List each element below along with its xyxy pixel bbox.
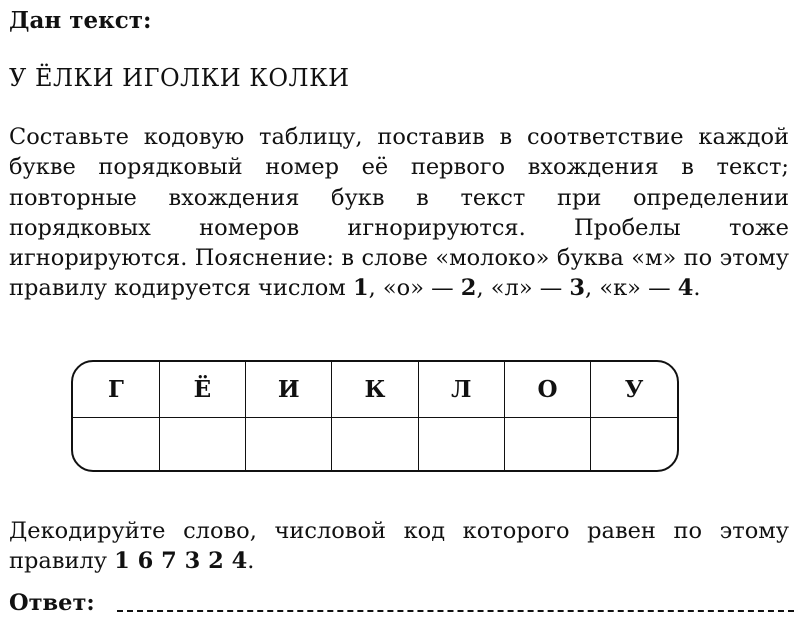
codes-row	[73, 418, 677, 473]
letter-cell: К	[332, 362, 418, 418]
code-cell[interactable]	[246, 418, 332, 473]
task-text-part: , «к» —	[585, 275, 678, 302]
code-number-k: 4	[677, 275, 694, 302]
code-number-l: 3	[569, 275, 586, 302]
intro-text: Дан текст:	[9, 7, 152, 34]
task-description	[9, 122, 789, 304]
decode-text: Декодируйте слово, числовой код которого равен по этому правилу	[9, 518, 789, 574]
letter-cell: О	[504, 362, 590, 418]
letter-cell: У	[591, 362, 677, 418]
letter-cell: Ё	[159, 362, 245, 418]
answer-field[interactable]	[117, 610, 794, 612]
decode-code: 1 6 7 3 2 4	[114, 548, 248, 574]
code-cell[interactable]	[504, 418, 590, 473]
letters-row	[73, 362, 677, 418]
letter-cell: Л	[418, 362, 504, 418]
letter-cell: И	[246, 362, 332, 418]
code-cell[interactable]	[73, 418, 159, 473]
code-cell[interactable]	[332, 418, 418, 473]
code-cell[interactable]	[591, 418, 677, 473]
letter-cell: Г	[73, 362, 159, 418]
decode-end: .	[247, 548, 255, 574]
task-text-part: .	[693, 275, 701, 302]
answer-area	[9, 588, 794, 618]
task-text-part: , «л» —	[476, 275, 570, 302]
code-cell[interactable]	[418, 418, 504, 473]
decode-instruction	[9, 516, 789, 576]
code-table	[71, 360, 679, 472]
code-number-m: 1	[352, 275, 369, 302]
answer-label: Ответ:	[9, 590, 95, 616]
task-text-part: Составьте кодовую таблицу, поставив в соответствие каждой букве порядковый номер её первого вхождения в текст; повторные вхождения букв в текст при определении порядковых номеров игнорируются. Пробелы тоже игнорируются. Пояснение: в слове «молоко» буква «м» по этому правилу кодируется числом	[9, 124, 789, 302]
task-text-part: , «о» —	[368, 275, 461, 302]
code-number-o: 2	[460, 275, 477, 302]
code-cell[interactable]	[159, 418, 245, 473]
given-phrase: У ЁЛКИ ИГОЛКИ КОЛКИ	[9, 64, 350, 92]
